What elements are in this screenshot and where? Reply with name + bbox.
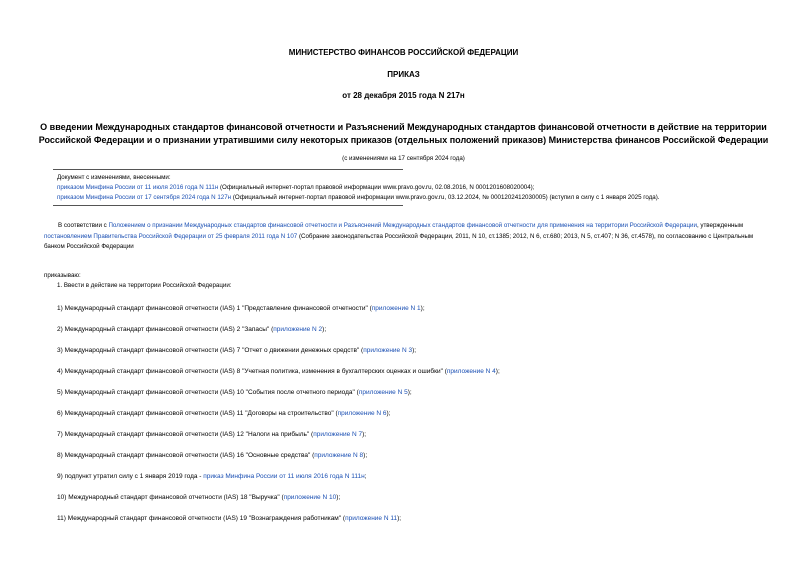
ministry-heading: МИНИСТЕРСТВО ФИНАНСОВ РОССИЙСКОЙ ФЕДЕРАЦИИ: [288, 48, 519, 57]
appendix-link[interactable]: приложение N 4: [446, 368, 496, 375]
appendix-link[interactable]: приложение N 6: [337, 410, 387, 417]
list-item: 10) Международный стандарт финансовой отчетности (IAS) 18 "Выручка" (приложение N 10);: [57, 494, 341, 501]
list-item: 3) Международный стандарт финансовой отчетности (IAS) 7 "Отчет о движении денежных средств" (приложение N 3);: [57, 347, 417, 354]
appendix-link[interactable]: приложение N 1: [371, 305, 421, 312]
appendix-link[interactable]: приложение N 5: [358, 389, 408, 396]
list-item: 1) Международный стандарт финансовой отчетности (IAS) 1 "Представление финансовой отчетности" (приложение N 1);: [57, 305, 425, 312]
list-item: 2) Международный стандарт финансовой отчетности (IAS) 2 "Запасы" (приложение N 2);: [57, 326, 327, 333]
repeal-order-link[interactable]: приказ Минфина России от 11 июля 2016 года N 111н: [203, 473, 365, 480]
appendix-link[interactable]: приложение N 8: [314, 452, 364, 459]
revision-note: (с изменениями на 17 сентября 2024 года): [342, 155, 465, 162]
appendix-link[interactable]: приложение N 10: [283, 494, 337, 501]
changes-intro: Документ с изменениями, внесенными:: [57, 174, 171, 181]
list-item: 8) Международный стандарт финансовой отчетности (IAS) 16 "Основные средства" (приложение N 8);: [57, 452, 368, 459]
list-item: 6) Международный стандарт финансовой отчетности (IAS) 11 "Договоры на строительство" (приложение N 6);: [57, 410, 391, 417]
list-item: 7) Международный стандарт финансовой отчетности (IAS) 12 "Налоги на прибыль" (приложение N 7);: [57, 431, 367, 438]
appendix-link[interactable]: приложение N 3: [363, 347, 413, 354]
doc-type-heading: ПРИКАЗ: [387, 70, 420, 79]
change-link-2[interactable]: приказом Минфина России от 17 сентября 2024 года N 127н: [57, 194, 232, 201]
order-word: приказываю:: [44, 272, 81, 279]
list-item: 11) Международный стандарт финансовой отчетности (IAS) 19 "Вознаграждения работникам" (приложение N 11);: [57, 515, 402, 522]
change-link-1[interactable]: приказом Минфина России от 11 июля 2016 года N 111н: [57, 184, 219, 191]
appendix-link[interactable]: приложение N 11: [345, 515, 398, 522]
appendix-link[interactable]: приложение N 7: [313, 431, 363, 438]
title-line-2: Российской Федерации и о признании утратившими силу некоторых приказов (отдельных положений приказов) Министерства финансов Российской Федерации: [38, 135, 769, 145]
list-item: 4) Международный стандарт финансовой отчетности (IAS) 8 "Учетная политика, изменения в бухгалтерских оценках и ошибки" (приложение N 4);: [57, 368, 500, 375]
list-item: 9) подпункт утратил силу с 1 января 2019 года - приказ Минфина России от 11 июля 2016 года N 111н;: [57, 473, 367, 480]
government-decree-link[interactable]: постановлением Правительства Российской Федерации от 25 февраля 2011 года N 107: [44, 232, 298, 240]
point-1-heading: 1. Ввести в действие на территории Российской Федерации:: [57, 282, 232, 289]
divider-bottom: [53, 205, 403, 206]
divider-top: [53, 169, 403, 170]
change-entry-2: приказом Минфина России от 17 сентября 2024 года N 127н (Официальный интернет-портал правовой информации www.pravo.gov.ru, 03.12.2024, № 0001202412030005) (вступил в силу с 1 января 2025 года).: [57, 194, 660, 201]
date-number-heading: от 28 декабря 2015 года N 217н: [342, 91, 465, 100]
change-entry-1: приказом Минфина России от 11 июля 2016 года N 111н (Официальный интернет-портал правовой информации www.pravo.gov.ru, 02.08.2016, N 0001201608020004);: [57, 184, 535, 191]
title-line-1: О введении Международных стандартов финансовой отчетности и Разъяснений Международных стандартов финансовой отчетности в действие на территории: [40, 122, 767, 132]
preamble-paragraph: В соответствии с Положением о признании Международных стандартов финансовой отчетности и Разъяснений Международных стандартов финансовой отчетности для применения на территории Российской Федерации, утвержденным постановлением Правительства Российской Федерации от 25 февраля 2011 года N 107 (Собрание законодательства Российской Федерации, 2011, N 10, ст.1385; 2012, N 6, ст.680; 2013, N 5, ст.407; N 36, ст.4578), по согласованию с Центральным банком Российской Федерации: [44, 222, 754, 251]
list-item: 5) Международный стандарт финансовой отчетности (IAS) 10 "События после отчетного периода" (приложение N 5);: [57, 389, 412, 396]
appendix-link[interactable]: приложение N 2: [273, 326, 323, 333]
regulation-link[interactable]: Положением о признании Международных стандартов финансовой отчетности и Разъяснений Международных стандартов финансовой отчетности для применения на территории Российской Федерации: [108, 222, 697, 229]
